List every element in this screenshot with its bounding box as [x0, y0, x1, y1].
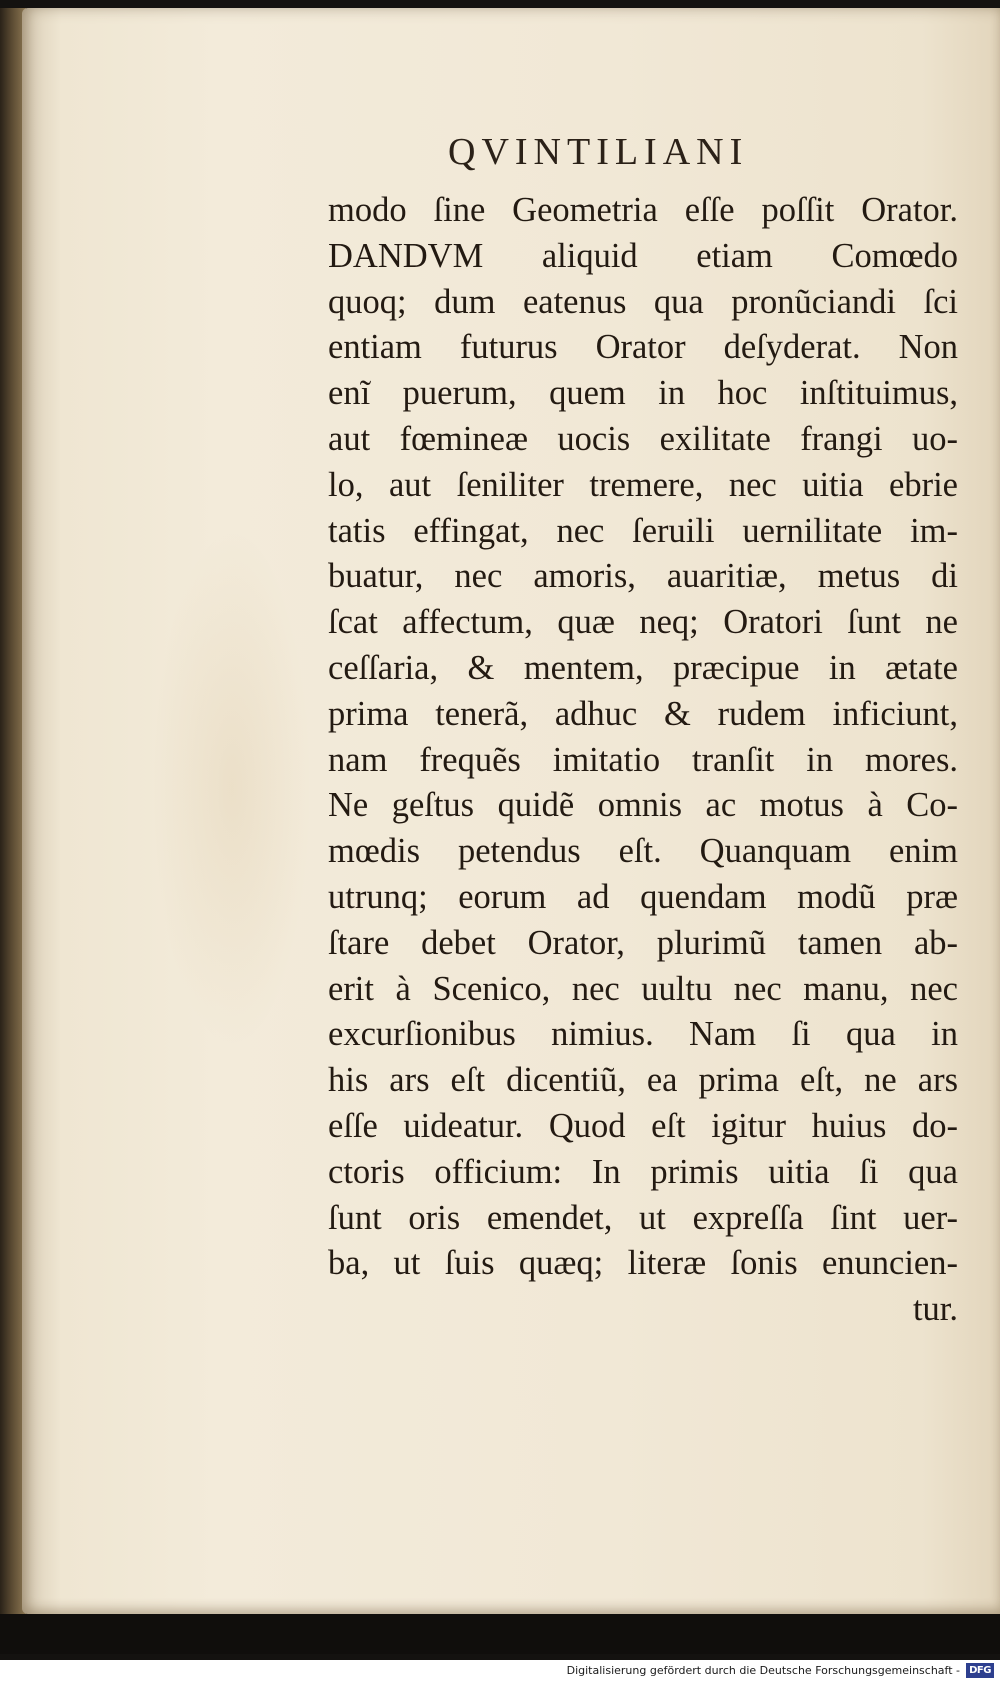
- text-line: prima tenerã, adhuc & rudem inficiunt,: [328, 694, 958, 733]
- dfg-logo-icon: DFG: [966, 1663, 994, 1678]
- text-line: ctoris officium: In primis uitia ſi qua: [328, 1152, 958, 1191]
- running-head: QVINTILIANI: [448, 131, 749, 173]
- funding-notice: Digitalisierung gefördert durch die Deutsche Forschungsgemeinschaft -: [566, 1664, 960, 1677]
- text-line: excurſionibus nimius. Nam ſi qua in: [328, 1015, 958, 1054]
- text-line: ſtare debet Orator, plurimũ tamen ab-: [328, 923, 958, 962]
- text-line: his ars eſt dicentiũ, ea prima eſt, ne ars: [328, 1061, 958, 1100]
- text-line-catchword: tur.: [912, 1290, 958, 1329]
- body-text: [328, 188, 958, 1333]
- text-line: ba, ut ſuis quæq; literæ ſonis enuncien-: [328, 1244, 958, 1283]
- text-line: lo, aut ſeniliter tremere, nec uitia ebrie: [328, 465, 958, 504]
- text-line: enĩ puerum, quem in hoc inſtituimus,: [328, 374, 958, 413]
- text-line: aut fœmineæ uocis exilitate frangi uo-: [328, 419, 958, 458]
- scan-bottom-margin: [0, 1614, 1000, 1654]
- text-line: ſcat affectum, quæ neq; Oratori ſunt ne: [328, 603, 958, 642]
- text-line: modo ſine Geometria eſſe poſſit Orator.: [328, 191, 958, 229]
- text-line: ceſſaria, & mentem, præcipue in ætate: [328, 648, 958, 687]
- text-line: utrunq; eorum ad quendam modũ præ: [328, 877, 958, 916]
- text-line: eſſe uideatur. Quod eſt igitur huius do-: [328, 1106, 958, 1145]
- text-line: ſunt oris emendet, ut expreſſa ſint uer-: [328, 1198, 958, 1237]
- text-line: tatis effingat, nec ſeruili uernilitate im-: [328, 511, 958, 550]
- text-line: mœdis petendus eſt. Quanquam enim: [328, 832, 958, 871]
- paper-stain: [152, 528, 312, 1048]
- text-line: erit à Scenico, nec uultu nec manu, nec: [328, 969, 958, 1008]
- digitization-footer: [0, 1660, 1000, 1684]
- text-line: Ne geſtus quidẽ omnis ac motus à Co-: [328, 786, 958, 825]
- text-line: quoq; dum eatenus qua pronũciandi ſci: [328, 282, 958, 321]
- text-line: DANDVM aliquid etiam Comœdo: [328, 236, 958, 275]
- text-line: entiam futurus Orator deſyderat. Non: [328, 328, 958, 367]
- text-line: nam frequẽs imitatio tranſit in mores.: [328, 740, 958, 779]
- text-line: buatur, nec amoris, auaritiæ, metus di: [328, 557, 958, 596]
